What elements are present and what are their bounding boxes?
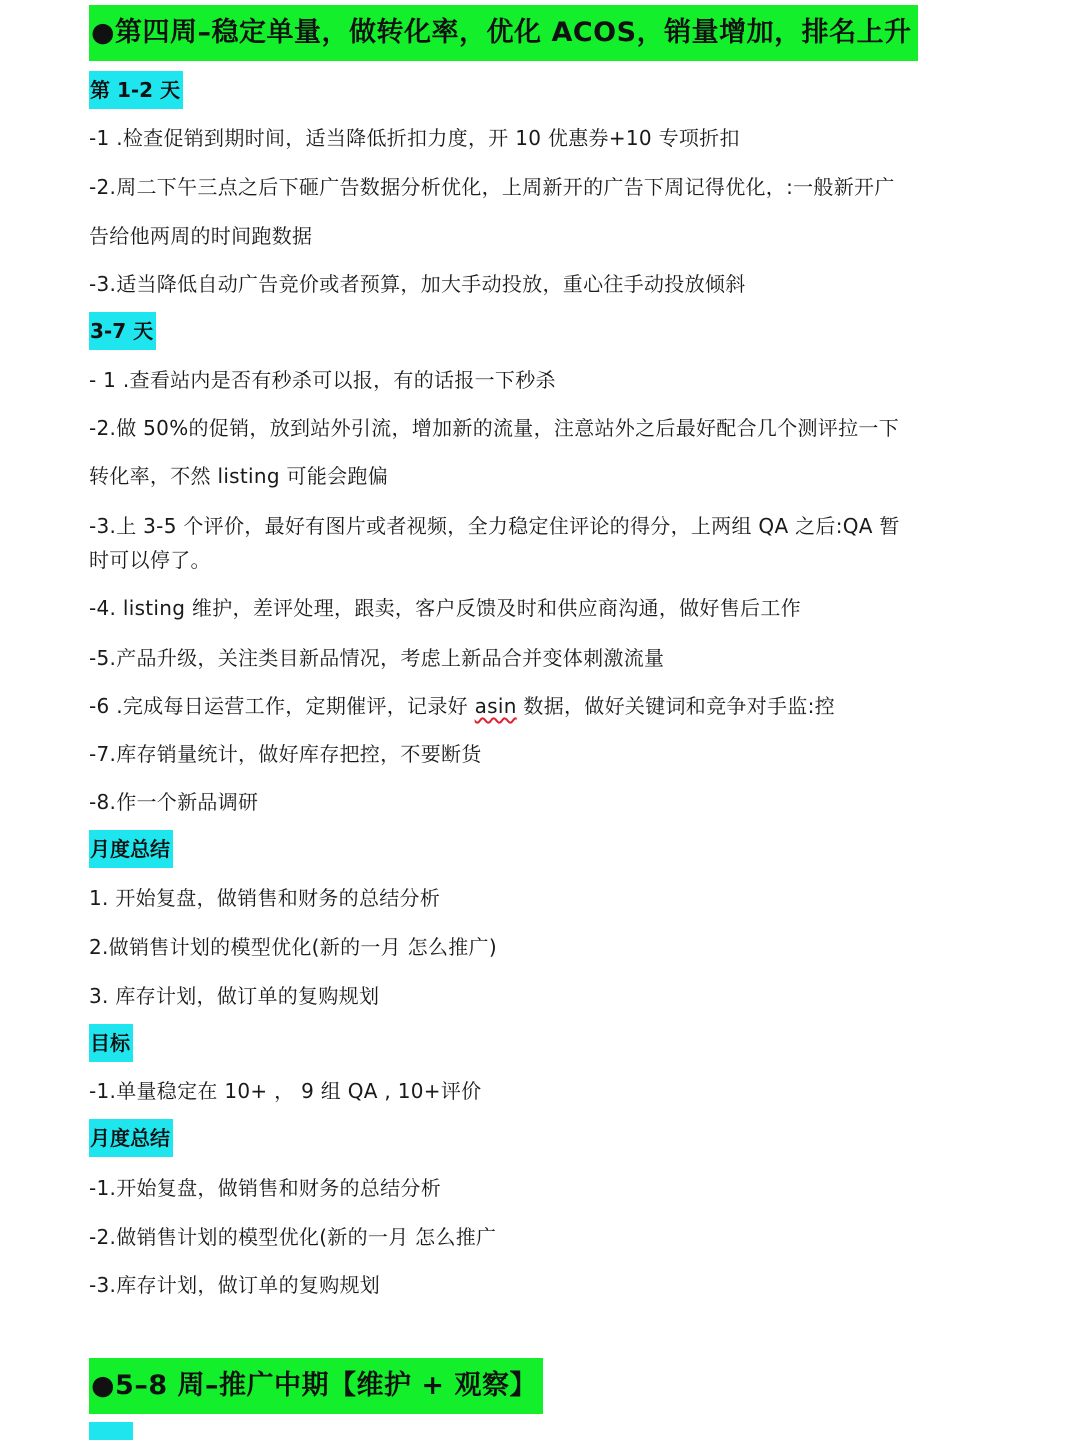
text-line: -7.库存销量统计，做好库存把控，不要断货	[89, 742, 482, 766]
text-line: - 1 .查看站内是否有秒杀可以报，有的话报一下秒杀	[89, 368, 556, 392]
monthly-summary-label-2: 月度总结	[89, 1119, 173, 1157]
text-line: 2.做销售计划的模型优化(新的一月 怎么推广)	[89, 935, 497, 959]
week4-heading: ●第四周–稳定单量，做转化率，优化 ACOS，销量增加，排名上升	[89, 5, 918, 61]
week5-8-heading: ●5–8 周–推广中期【维护 + 观察】	[89, 1358, 543, 1414]
text-fragment: -6 .完成每日运营工作，定期催评，记录好	[89, 694, 475, 718]
text-line: -2.做 50%的促销，放到站外引流，增加新的流量，注意站外之后最好配合几个测评拉一下	[89, 416, 900, 440]
cut-off-label-highlight	[89, 1422, 133, 1440]
text-line	[89, 692, 835, 720]
text-fragment: 数据，做好关键词和竞争对手监:控	[516, 694, 835, 718]
text-line: -1.开始复盘，做销售和财务的总结分析	[89, 1176, 441, 1200]
text-line: -3.适当降低自动广告竞价或者预算，加大手动投放，重心往手动投放倾斜	[89, 272, 746, 296]
text-line: -3.上 3-5 个评价，最好有图片或者视频，全力稳定住评论的得分，上两组 QA 之后:QA 暂	[89, 514, 900, 538]
text-line: 3. 库存计划，做订单的复购规划	[89, 984, 380, 1008]
text-line: -1.单量稳定在 10+ ， 9 组 QA , 10+评价	[89, 1079, 482, 1103]
text-line: -2.周二下午三点之后下砸广告数据分析优化，上周新开的广告下周记得优化，:一般新开广	[89, 175, 895, 199]
text-line: 1. 开始复盘，做销售和财务的总结分析	[89, 886, 441, 910]
text-line: -5.产品升级，关注类目新品情况，考虑上新品合并变体刺激流量	[89, 646, 665, 670]
days-1-2-label: 第 1-2 天	[89, 71, 183, 109]
text-line: -1 .检查促销到期时间，适当降低折扣力度，开 10 优惠券+10 专项折扣	[89, 126, 740, 150]
text-line: -2.做销售计划的模型优化(新的一月 怎么推广	[89, 1225, 497, 1249]
monthly-summary-label: 月度总结	[89, 830, 173, 868]
text-line: -4. listing 维护，差评处理，跟卖，客户反馈及时和供应商沟通，做好售后工作	[89, 596, 801, 620]
goal-label: 目标	[89, 1024, 133, 1062]
text-line: 告给他两周的时间跑数据	[89, 224, 313, 248]
spellcheck-word: asin	[474, 694, 517, 718]
text-line: 转化率，不然 listing 可能会跑偏	[89, 464, 389, 488]
text-line: 时可以停了。	[89, 548, 211, 572]
text-line: -3.库存计划，做订单的复购规划	[89, 1273, 381, 1297]
text-line: -8.作一个新品调研	[89, 790, 259, 814]
days-3-7-label: 3-7 天	[89, 312, 156, 350]
